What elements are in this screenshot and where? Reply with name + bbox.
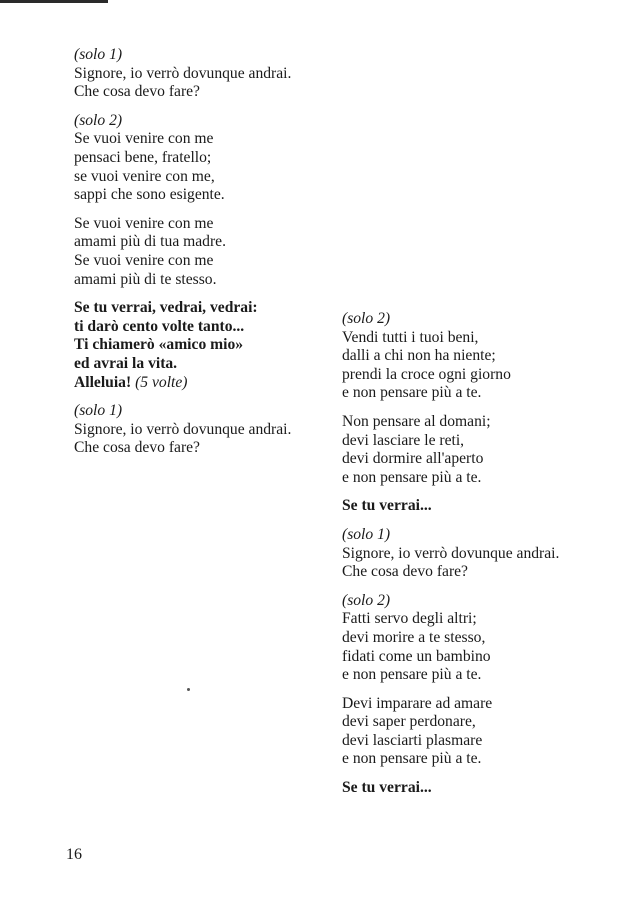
lyric-line — [342, 366, 632, 385]
line-text: Non pensare al domani; — [342, 412, 491, 430]
line-text: ed avrai la vita. — [74, 354, 178, 372]
line-text: Alleluia! — [74, 373, 132, 391]
lyric-line — [342, 666, 632, 685]
lyric-line — [342, 563, 632, 582]
lyric-line — [74, 355, 344, 374]
line-text: (solo 1) — [74, 46, 123, 63]
verse-stanza — [74, 112, 344, 205]
line-text: e non pensare più a te. — [342, 666, 482, 684]
solo-marker — [74, 402, 344, 421]
lyric-line — [342, 347, 632, 366]
refrain-stanza — [342, 779, 632, 798]
refrain-stanza — [342, 497, 632, 516]
lyric-line — [342, 329, 632, 348]
line-text: Ti chiamerò «amico mio» — [74, 336, 244, 354]
line-text: devi lasciarti plasmare — [342, 731, 483, 749]
line-text: (solo 2) — [74, 111, 123, 129]
lyric-line — [74, 336, 344, 355]
line-text: amami più di te stesso. — [74, 270, 217, 288]
lyric-line — [74, 439, 344, 458]
lyric-line — [342, 648, 632, 667]
line-text: Che cosa devo fare? — [342, 563, 468, 581]
line-text: (solo 1) — [74, 402, 123, 420]
stray-dot — [187, 688, 190, 691]
verse-stanza — [342, 310, 632, 403]
lyric-line — [342, 750, 632, 769]
lyric-line — [342, 610, 632, 629]
lyric-line — [74, 149, 344, 168]
lyric-line — [342, 629, 632, 648]
solo-marker — [74, 112, 344, 131]
line-text: (solo 2) — [342, 591, 391, 609]
line-text: Se vuoi venire con me — [74, 251, 214, 269]
repeat-note: (5 volte) — [135, 373, 188, 391]
lyric-line — [74, 299, 344, 318]
line-text: fidati come un bambino — [342, 647, 491, 665]
line-text: Signore, io verrò dovunque andrai. — [342, 544, 560, 562]
lyric-line — [342, 497, 632, 516]
line-text: devi morire a te stesso, — [342, 628, 486, 646]
page-number: 16 — [66, 846, 82, 863]
line-text: (solo 1) — [342, 525, 391, 543]
line-text: dalli a chi non ha niente; — [342, 347, 496, 365]
verse-stanza — [342, 695, 632, 769]
verse-stanza — [74, 215, 344, 289]
line-text: amami più di tua madre. — [74, 233, 226, 251]
line-text: e non pensare più a te. — [342, 468, 482, 486]
top-edge-mark — [0, 0, 108, 3]
lyric-line — [342, 779, 632, 798]
refrain-stanza — [74, 299, 344, 392]
line-text: Se tu verrai, vedrai, vedrai: — [74, 299, 258, 317]
verse-stanza — [342, 526, 632, 582]
lyric-line — [74, 233, 344, 252]
solo-marker — [342, 310, 632, 329]
lyric-line — [342, 545, 632, 564]
lyric-line — [342, 450, 632, 469]
lyric-line — [342, 384, 632, 403]
line-text: devi dormire all'aperto — [342, 450, 484, 468]
right-column — [342, 310, 632, 808]
line-text: e non pensare più a te. — [342, 384, 482, 402]
lyric-line — [74, 215, 344, 234]
line-text: ti darò cento volte tanto... — [74, 317, 245, 335]
lyric-line — [74, 130, 344, 149]
solo-marker — [342, 592, 632, 611]
solo-marker — [74, 46, 344, 65]
line-text: Se tu verrai... — [342, 779, 432, 797]
lyric-line — [342, 695, 632, 714]
lyric-line — [74, 421, 344, 440]
line-text: Se vuoi venire con me — [74, 130, 214, 148]
line-text: Fatti servo degli altri; — [342, 610, 477, 628]
line-text: Signore, io verrò dovunque andrai. — [74, 420, 292, 438]
line-text: sappi che sono esigente. — [74, 186, 225, 204]
verse-stanza — [342, 592, 632, 685]
line-text: devi saper perdonare, — [342, 713, 476, 731]
verse-stanza — [74, 402, 344, 458]
line-text: devi lasciare le reti, — [342, 431, 465, 449]
solo-marker — [342, 526, 632, 545]
lyric-line — [342, 432, 632, 451]
lyric-line — [74, 168, 344, 187]
lyric-line — [74, 318, 344, 337]
lyric-line — [74, 83, 344, 102]
line-text: (solo 2) — [342, 310, 391, 327]
line-text: prendi la croce ogni giorno — [342, 365, 511, 383]
line-text: Se tu verrai... — [342, 497, 432, 515]
left-column — [74, 46, 344, 468]
lyric-line — [74, 374, 344, 393]
lyric-line — [342, 713, 632, 732]
lyric-line — [74, 65, 344, 84]
lyric-line — [342, 413, 632, 432]
line-text: Che cosa devo fare? — [74, 439, 200, 457]
line-text: pensaci bene, fratello; — [74, 148, 212, 166]
lyric-line — [74, 271, 344, 290]
verse-stanza — [342, 413, 632, 487]
lyric-line — [74, 252, 344, 271]
line-text: Che cosa devo fare? — [74, 83, 200, 101]
line-text: Devi imparare ad amare — [342, 694, 493, 712]
line-text: se vuoi venire con me, — [74, 167, 215, 185]
verse-stanza — [74, 46, 344, 102]
lyric-line — [342, 469, 632, 488]
line-text: e non pensare più a te. — [342, 750, 482, 768]
line-text: Signore, io verrò dovunque andrai. — [74, 64, 292, 82]
lyric-line — [74, 186, 344, 205]
lyric-line — [342, 732, 632, 751]
line-text: Se vuoi venire con me — [74, 214, 214, 232]
line-text: Vendi tutti i tuoi beni, — [342, 328, 479, 346]
